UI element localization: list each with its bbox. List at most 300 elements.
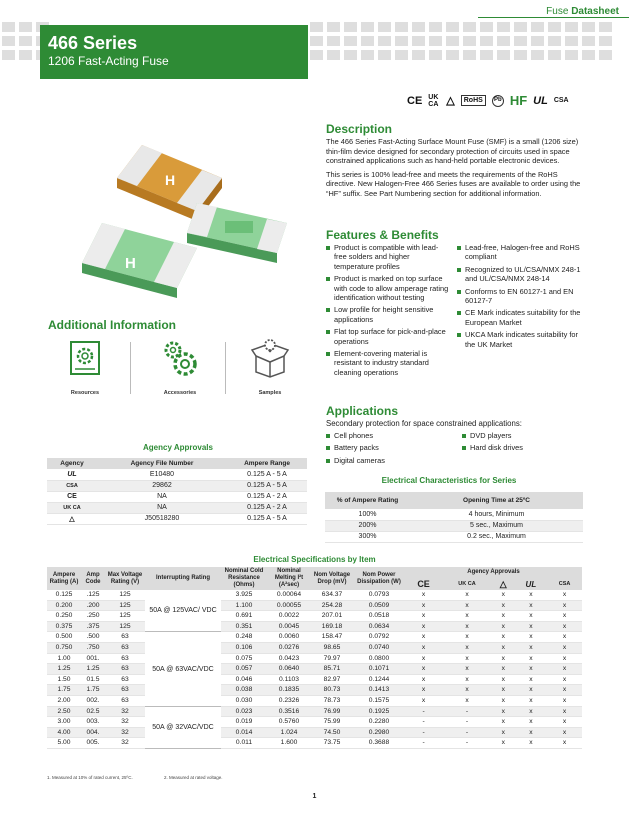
approval-mark: x — [547, 621, 582, 632]
agency-heading: Agency Approvals — [143, 443, 213, 452]
ce-mark-icon: CE — [47, 491, 97, 502]
power-dissipation: 0.0800 — [353, 653, 405, 664]
approval-mark: x — [547, 632, 582, 643]
voltage-rating: 32 — [105, 727, 145, 738]
file-number: J50518280 — [97, 513, 227, 524]
approval-mark: - — [405, 706, 442, 717]
amp-code: 004. — [81, 727, 105, 738]
decor-tile — [582, 22, 595, 32]
power-dissipation: 0.0518 — [353, 611, 405, 622]
elspec-table — [47, 567, 582, 749]
approval-mark: x — [405, 611, 442, 622]
approval-mark: x — [547, 674, 582, 685]
col-header: Interrupting Rating — [145, 567, 221, 590]
description-heading: Description — [326, 122, 393, 136]
fuse-green-icon-front — [82, 223, 197, 298]
ukca-mark-icon: UK CA — [442, 579, 492, 591]
additional-info-heading: Additional Information — [48, 318, 176, 332]
table-row — [47, 491, 307, 502]
power-dissipation: 0.1071 — [353, 664, 405, 675]
approval-mark: x — [405, 632, 442, 643]
decor-tile — [344, 22, 357, 32]
feature-item: UKCA Mark indicates suitability for the UK Market — [457, 330, 582, 349]
decor-tile — [429, 36, 442, 46]
features-list-left — [326, 243, 450, 380]
ce-mark-icon: CE — [405, 579, 442, 591]
approval-mark: x — [492, 706, 515, 717]
divider — [130, 342, 131, 394]
decor-tile — [599, 22, 612, 32]
approval-mark: x — [405, 685, 442, 696]
amp-code: 005. — [81, 738, 105, 749]
title-banner — [40, 25, 308, 79]
decor-tile — [327, 50, 340, 60]
cold-resistance: 0.075 — [221, 653, 267, 664]
col-header: Max Voltage Rating (V) — [105, 567, 145, 590]
col-header: Opening Time at 25ºC — [410, 492, 583, 509]
power-dissipation: 0.2280 — [353, 717, 405, 728]
approval-mark: x — [492, 600, 515, 611]
decor-tile — [531, 50, 544, 60]
interrupting-rating: 50A @ 63VAC/VDC — [145, 632, 221, 706]
approval-mark: x — [405, 590, 442, 600]
approval-mark: x — [492, 632, 515, 643]
decor-tile — [599, 50, 612, 60]
approval-mark: x — [515, 600, 547, 611]
approval-mark: x — [515, 611, 547, 622]
decor-tile — [378, 50, 391, 60]
samples-link[interactable] — [235, 338, 305, 396]
col-header: Nom Power Dissipation (W) — [353, 567, 405, 590]
voltage-drop: 254.28 — [311, 600, 353, 611]
decor-tile — [395, 36, 408, 46]
decor-tile — [548, 36, 561, 46]
approval-mark: x — [492, 717, 515, 728]
cert-marks — [407, 93, 569, 108]
voltage-drop: 75.99 — [311, 717, 353, 728]
feature-item: Product is marked on top surface with code to allow amperage rating identification without testing — [326, 274, 450, 302]
svg-text:H: H — [125, 255, 136, 272]
approval-mark: x — [442, 611, 492, 622]
triangle-mark-icon: △ — [492, 579, 515, 591]
triangle-mark-icon: △ — [47, 513, 97, 524]
interrupting-rating: 50A @ 125VAC/ VDC — [145, 590, 221, 632]
ul-mark-icon: UL — [515, 579, 547, 591]
approval-mark: x — [405, 653, 442, 664]
decor-tile — [446, 22, 459, 32]
power-dissipation: 0.1575 — [353, 696, 405, 707]
power-dissipation: 0.1413 — [353, 685, 405, 696]
feature-item: Element-covering material is resistant to industry standard cleaning operations — [326, 349, 450, 377]
decor-tile — [514, 22, 527, 32]
ampere-rating: 5.00 — [47, 738, 81, 749]
resources-link[interactable] — [50, 338, 120, 396]
ampere-range: 0.125 A - 5 A — [227, 469, 307, 480]
decor-tile — [2, 22, 15, 32]
approval-mark: x — [442, 653, 492, 664]
decor-tile — [327, 36, 340, 46]
approval-mark: x — [492, 590, 515, 600]
table-row — [47, 653, 582, 664]
csa-mark-icon: CSA — [47, 480, 97, 491]
features-heading: Features & Benefits — [326, 228, 439, 242]
col-header: Agency File Number — [97, 458, 227, 469]
description-text — [326, 137, 582, 199]
amp-code: 02.5 — [81, 706, 105, 717]
divider — [225, 342, 226, 394]
application-item: Battery packs — [326, 443, 446, 452]
pb-free-icon: Pb — [492, 95, 504, 107]
application-item: Cell phones — [326, 431, 446, 440]
melting-i2t: 0.5760 — [267, 717, 311, 728]
amp-code: 1.25 — [81, 664, 105, 675]
table-row — [47, 706, 582, 717]
application-item: Hard disk drives — [462, 443, 582, 452]
approval-mark: x — [405, 696, 442, 707]
power-dissipation: 0.2980 — [353, 727, 405, 738]
accessories-link[interactable] — [145, 338, 215, 396]
approval-mark: x — [442, 696, 492, 707]
power-dissipation: 0.0634 — [353, 621, 405, 632]
approval-mark: x — [515, 621, 547, 632]
voltage-rating: 63 — [105, 653, 145, 664]
cold-resistance: 0.106 — [221, 643, 267, 654]
opening-time: 4 hours, Minimum — [410, 509, 583, 520]
approval-mark: x — [547, 611, 582, 622]
table-row — [47, 738, 582, 749]
feature-item: Conforms to EN 60127-1 and EN 60127-7 — [457, 287, 582, 306]
approval-mark: x — [515, 706, 547, 717]
ampere-rating: 0.500 — [47, 632, 81, 643]
feature-item: Lead-free, Halogen-free and RoHS compliant — [457, 243, 582, 262]
additional-info-links — [50, 338, 310, 410]
table-row — [47, 685, 582, 696]
table-row — [47, 664, 582, 675]
voltage-drop: 79.97 — [311, 653, 353, 664]
series-title: 466 Series — [48, 33, 138, 53]
approval-mark: - — [442, 727, 492, 738]
cold-resistance: 0.057 — [221, 664, 267, 675]
table-row — [47, 480, 307, 491]
decor-tile — [599, 36, 612, 46]
gear-book-icon — [65, 338, 105, 378]
melting-i2t: 0.0060 — [267, 632, 311, 643]
table-row — [47, 600, 582, 611]
decor-tile — [565, 50, 578, 60]
table-row — [47, 696, 582, 707]
csa-mark-icon: CSA — [547, 579, 582, 591]
approval-mark: x — [515, 632, 547, 643]
col-header: % of Ampere Rating — [325, 492, 410, 509]
decor-tile — [480, 36, 493, 46]
product-photo — [47, 123, 309, 303]
decor-tile — [463, 50, 476, 60]
approval-mark: x — [442, 621, 492, 632]
approval-mark: x — [547, 653, 582, 664]
table-row — [47, 590, 582, 600]
decor-tiles-right — [310, 22, 629, 60]
approval-mark: x — [547, 738, 582, 749]
page-number: 1 — [312, 793, 317, 800]
melting-i2t: 1.600 — [267, 738, 311, 749]
melting-i2t: 0.2326 — [267, 696, 311, 707]
approval-mark: x — [515, 643, 547, 654]
cold-resistance: 0.351 — [221, 621, 267, 632]
feature-item: CE Mark indicates suitability for the European Market — [457, 308, 582, 327]
ampere-range: 0.125 A - 5 A — [227, 513, 307, 524]
decor-tile — [514, 36, 527, 46]
svg-text:H: H — [165, 172, 176, 188]
box-gear-icon — [250, 338, 290, 378]
decor-tile — [395, 22, 408, 32]
decor-tile — [531, 22, 544, 32]
voltage-rating: 125 — [105, 590, 145, 600]
decor-tile — [548, 50, 561, 60]
table-row — [325, 509, 583, 520]
voltage-drop: 74.50 — [311, 727, 353, 738]
table-row — [325, 520, 583, 531]
footnote-2: 2. Measured at rated voltage. — [163, 775, 223, 780]
melting-i2t: 0.0045 — [267, 621, 311, 632]
table-header-row — [325, 492, 583, 509]
decor-tile — [361, 22, 374, 32]
table-row — [47, 674, 582, 685]
percent-rating: 300% — [325, 531, 410, 542]
power-dissipation: 0.0793 — [353, 590, 405, 600]
decor-tile — [463, 36, 476, 46]
ampere-rating: 4.00 — [47, 727, 81, 738]
gears-icon — [160, 338, 200, 378]
feature-item: Low profile for height sensitive applications — [326, 305, 450, 324]
decor-tile — [361, 36, 374, 46]
ampere-rating: 1.25 — [47, 664, 81, 675]
feature-item: Recognized to UL/CSA/NMX 248-1 and UL/CSA/NMX 248-14 — [457, 265, 582, 284]
col-header: Amp Code — [81, 567, 105, 590]
power-dissipation: 0.1244 — [353, 674, 405, 685]
decor-tile — [565, 36, 578, 46]
approval-mark: - — [442, 738, 492, 749]
approval-mark: x — [515, 653, 547, 664]
voltage-rating: 63 — [105, 674, 145, 685]
voltage-rating: 63 — [105, 696, 145, 707]
approval-mark: x — [515, 696, 547, 707]
voltage-rating: 125 — [105, 611, 145, 622]
halogen-free-icon: HF — [509, 93, 528, 108]
table-row — [47, 717, 582, 728]
decor-tile — [310, 50, 323, 60]
approval-mark: x — [492, 653, 515, 664]
approval-mark: x — [547, 717, 582, 728]
approval-mark: x — [492, 727, 515, 738]
decor-tile — [446, 50, 459, 60]
approval-mark: x — [515, 727, 547, 738]
approval-mark: x — [442, 664, 492, 675]
voltage-rating: 32 — [105, 706, 145, 717]
voltage-drop: 85.71 — [311, 664, 353, 675]
approval-mark: x — [442, 600, 492, 611]
voltage-rating: 32 — [105, 738, 145, 749]
col-header: Agency — [47, 458, 97, 469]
decor-tile — [19, 36, 32, 46]
samples-label: Samples — [258, 390, 282, 396]
applications-intro: Secondary protection for space constrained applications: — [326, 419, 522, 428]
voltage-drop: 98.65 — [311, 643, 353, 654]
approval-mark: x — [547, 727, 582, 738]
voltage-drop: 169.18 — [311, 621, 353, 632]
decor-tile — [565, 22, 578, 32]
decor-tile — [378, 36, 391, 46]
file-number: E10480 — [97, 469, 227, 480]
approval-mark: x — [547, 696, 582, 707]
ul-mark-icon: UL — [47, 469, 97, 480]
file-number: NA — [97, 502, 227, 513]
approval-mark: x — [492, 621, 515, 632]
voltage-rating: 125 — [105, 621, 145, 632]
voltage-drop: 634.37 — [311, 590, 353, 600]
melting-i2t: 0.00064 — [267, 590, 311, 600]
approval-mark: x — [547, 706, 582, 717]
decor-tile — [582, 36, 595, 46]
table-header-row — [47, 567, 582, 579]
approval-mark: x — [405, 643, 442, 654]
col-header: Ampere Rating (A) — [47, 567, 81, 590]
footnotes — [47, 775, 253, 780]
opening-time: 0.2 sec., Maximum — [410, 531, 583, 542]
file-number: NA — [97, 491, 227, 502]
decor-tile — [480, 22, 493, 32]
cold-resistance: 1.100 — [221, 600, 267, 611]
amp-code: .750 — [81, 643, 105, 654]
amp-code: 1.75 — [81, 685, 105, 696]
decor-tile — [395, 50, 408, 60]
col-header: Nominal Cold Resistance (Ohms) — [221, 567, 267, 590]
decor-tile — [344, 50, 357, 60]
application-item: DVD players — [462, 431, 582, 440]
elspec-heading: Electrical Specifications by Item — [253, 555, 376, 564]
voltage-rating: 32 — [105, 717, 145, 728]
header-rule — [478, 17, 629, 18]
ampere-rating: 2.50 — [47, 706, 81, 717]
decor-tile — [480, 50, 493, 60]
description-p2: This series is 100% lead-free and meets the requirements of the RoHS directive. New Halogen-Free 466 Series fuses are available to order using the “HF” suffix. See Part Numbering section for additional information. — [326, 169, 581, 198]
approval-mark: - — [405, 717, 442, 728]
approval-mark: x — [515, 738, 547, 749]
ampere-rating: 1.00 — [47, 653, 81, 664]
voltage-rating: 63 — [105, 664, 145, 675]
approval-mark: x — [442, 685, 492, 696]
amp-code: 003. — [81, 717, 105, 728]
ampere-range: 0.125 A - 2 A — [227, 502, 307, 513]
table-row — [325, 531, 583, 542]
resources-label: Resources — [70, 390, 100, 396]
power-dissipation: 0.0740 — [353, 643, 405, 654]
approval-mark: x — [442, 632, 492, 643]
ampere-range: 0.125 A - 2 A — [227, 491, 307, 502]
elspec-body — [47, 590, 582, 749]
doc-type-label: Fuse Datasheet — [546, 6, 619, 17]
cold-resistance: 0.019 — [221, 717, 267, 728]
cold-resistance: 0.011 — [221, 738, 267, 749]
cold-resistance: 0.023 — [221, 706, 267, 717]
melting-i2t: 0.0640 — [267, 664, 311, 675]
footnote-1: 1. Measured at 10% of rated current, 25ºC. — [47, 775, 133, 780]
ampere-range: 0.125 A - 5 A — [227, 480, 307, 491]
decor-tile — [497, 36, 510, 46]
table-row — [47, 621, 582, 632]
decor-tile — [310, 22, 323, 32]
ce-mark-icon: CE — [407, 94, 423, 107]
elchar-table — [325, 492, 583, 543]
cold-resistance: 0.046 — [221, 674, 267, 685]
voltage-drop: 78.73 — [311, 696, 353, 707]
decor-tile — [463, 22, 476, 32]
decor-tile — [412, 36, 425, 46]
amp-code: .125 — [81, 590, 105, 600]
file-number: 29862 — [97, 480, 227, 491]
approval-mark: x — [442, 674, 492, 685]
decor-tile — [446, 36, 459, 46]
approval-mark: x — [492, 664, 515, 675]
approval-mark: x — [405, 621, 442, 632]
decor-tile — [361, 50, 374, 60]
cold-resistance: 0.038 — [221, 685, 267, 696]
description-p1: The 466 Series Fast-Acting Surface Mount Fuse (SMF) is a small (1206 size) thin-film device designed for secondary protection of circuits used in space constrained applications such as hand-held portable electronic devices. — [326, 137, 579, 166]
ampere-rating: 2.00 — [47, 696, 81, 707]
feature-item: Product is compatible with lead-free solders and higher temperature profiles — [326, 243, 450, 271]
decor-tile — [429, 22, 442, 32]
melting-i2t: 0.1835 — [267, 685, 311, 696]
melting-i2t: 1.024 — [267, 727, 311, 738]
cold-resistance: 0.691 — [221, 611, 267, 622]
table-row — [47, 727, 582, 738]
melting-i2t: 0.1103 — [267, 674, 311, 685]
amp-code: .500 — [81, 632, 105, 643]
application-item: Digital cameras — [326, 456, 446, 465]
melting-i2t: 0.0276 — [267, 643, 311, 654]
interrupting-rating: 50A @ 32VAC/VDC — [145, 706, 221, 748]
melting-i2t: 0.3516 — [267, 706, 311, 717]
decor-tile — [531, 36, 544, 46]
melting-i2t: 0.00055 — [267, 600, 311, 611]
approval-mark: x — [405, 674, 442, 685]
triangle-mark-icon: △ — [446, 95, 455, 107]
amp-code: .375 — [81, 621, 105, 632]
approval-mark: - — [442, 706, 492, 717]
col-header: Nom Voltage Drop (mV) — [311, 567, 353, 590]
voltage-rating: 125 — [105, 600, 145, 611]
csa-mark-icon: CSA — [553, 97, 569, 104]
amp-code: 001. — [81, 653, 105, 664]
approval-mark: x — [405, 600, 442, 611]
ampere-rating: 0.200 — [47, 600, 81, 611]
melting-i2t: 0.0022 — [267, 611, 311, 622]
voltage-drop: 207.01 — [311, 611, 353, 622]
cold-resistance: 0.248 — [221, 632, 267, 643]
table-row — [47, 643, 582, 654]
col-header: Agency Approvals — [405, 567, 582, 579]
table-row — [47, 632, 582, 643]
applications-list-right — [462, 431, 582, 456]
approval-mark: - — [405, 738, 442, 749]
approval-mark: x — [547, 600, 582, 611]
applications-heading: Applications — [326, 404, 399, 418]
ampere-rating: 0.125 — [47, 590, 81, 600]
approval-mark: x — [547, 664, 582, 675]
approval-mark: x — [515, 590, 547, 600]
power-dissipation: 0.0792 — [353, 632, 405, 643]
amp-code: 01.5 — [81, 674, 105, 685]
col-header: Ampere Range — [227, 458, 307, 469]
